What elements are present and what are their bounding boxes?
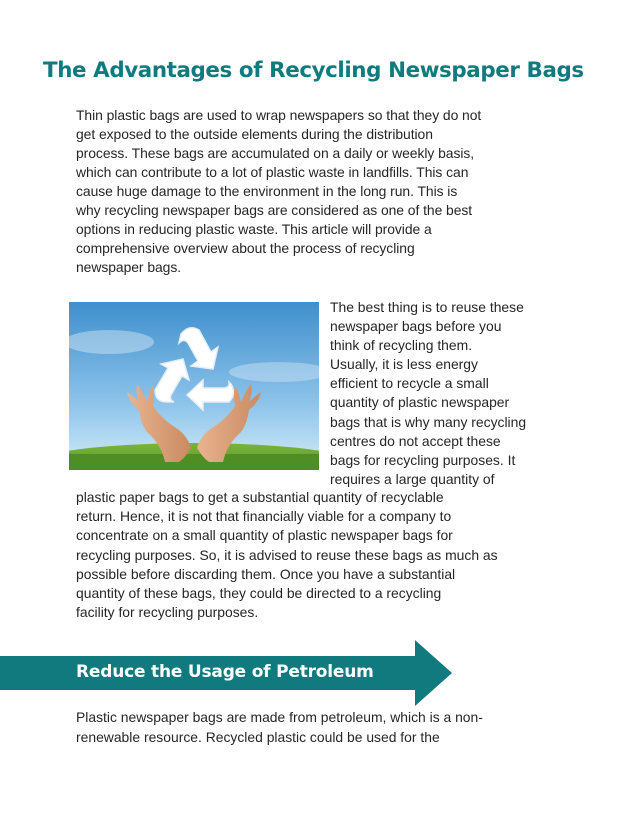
text-line: newspaper bags. (76, 259, 182, 275)
text-line: cause huge damage to the environment in the long run. This is (76, 183, 458, 199)
text-line: comprehensive overview about the process of recycling (76, 240, 415, 256)
recycling-hands-illustration (69, 302, 319, 470)
text-line: why recycling newspaper bags are considered as one of the best (76, 202, 473, 218)
text-line: return. Hence, it is not that financially viable for a company to (76, 508, 452, 525)
text-line: process. These bags are accumulated on a daily or weekly basis, (76, 145, 475, 161)
text-line: facility for recycling purposes. (76, 604, 259, 621)
text-line: newspaper bags before you (330, 318, 502, 335)
text-line: Thin plastic bags are used to wrap newspapers so that they do not (76, 107, 482, 123)
text-line: plastic paper bags to get a substantial quantity of recyclable (76, 489, 444, 505)
text-line: efficient to recycle a small (330, 375, 489, 392)
text-line: possible before discarding them. Once you have a substantial (76, 565, 456, 582)
wrapped-column-paragraph (330, 298, 570, 489)
text-line: quantity of plastic newspaper (330, 394, 510, 411)
text-line: which can contribute to a lot of plastic waste in landfills. This can (76, 164, 469, 180)
text-line: renewable resource. Recycled plastic could be used for the (76, 728, 440, 745)
text-line: Usually, it is less energy (330, 356, 478, 373)
text-line: centres do not accept these (330, 432, 501, 449)
section-paragraph (76, 708, 576, 747)
text-line: think of recycling them. (330, 337, 473, 354)
recycling-photo (69, 302, 319, 470)
page-title: The Advantages of Recycling Newspaper Bags (43, 58, 584, 83)
text-line: bags for recycling purposes. It (330, 451, 516, 468)
text-line: options in reducing plastic waste. This article will provide a (76, 221, 432, 237)
section-heading: Reduce the Usage of Petroleum (76, 662, 374, 682)
text-line: get exposed to the outside elements during the distribution (76, 126, 433, 142)
text-line: requires a large quantity of (330, 470, 495, 487)
text-line: bags that is why many recycling (330, 413, 527, 430)
intro-paragraph (76, 106, 576, 277)
text-line: concentrate on a small quantity of plastic newspaper bags for (76, 527, 453, 544)
text-line: Plastic newspaper bags are made from petroleum, which is a non- (76, 709, 483, 725)
body-paragraph (76, 488, 576, 622)
text-line: recycling purposes. So, it is advised to reuse these bags as much as (76, 546, 498, 563)
text-line: quantity of these bags, they could be directed to a recycling (76, 585, 442, 602)
text-line: The best thing is to reuse these (330, 299, 524, 315)
